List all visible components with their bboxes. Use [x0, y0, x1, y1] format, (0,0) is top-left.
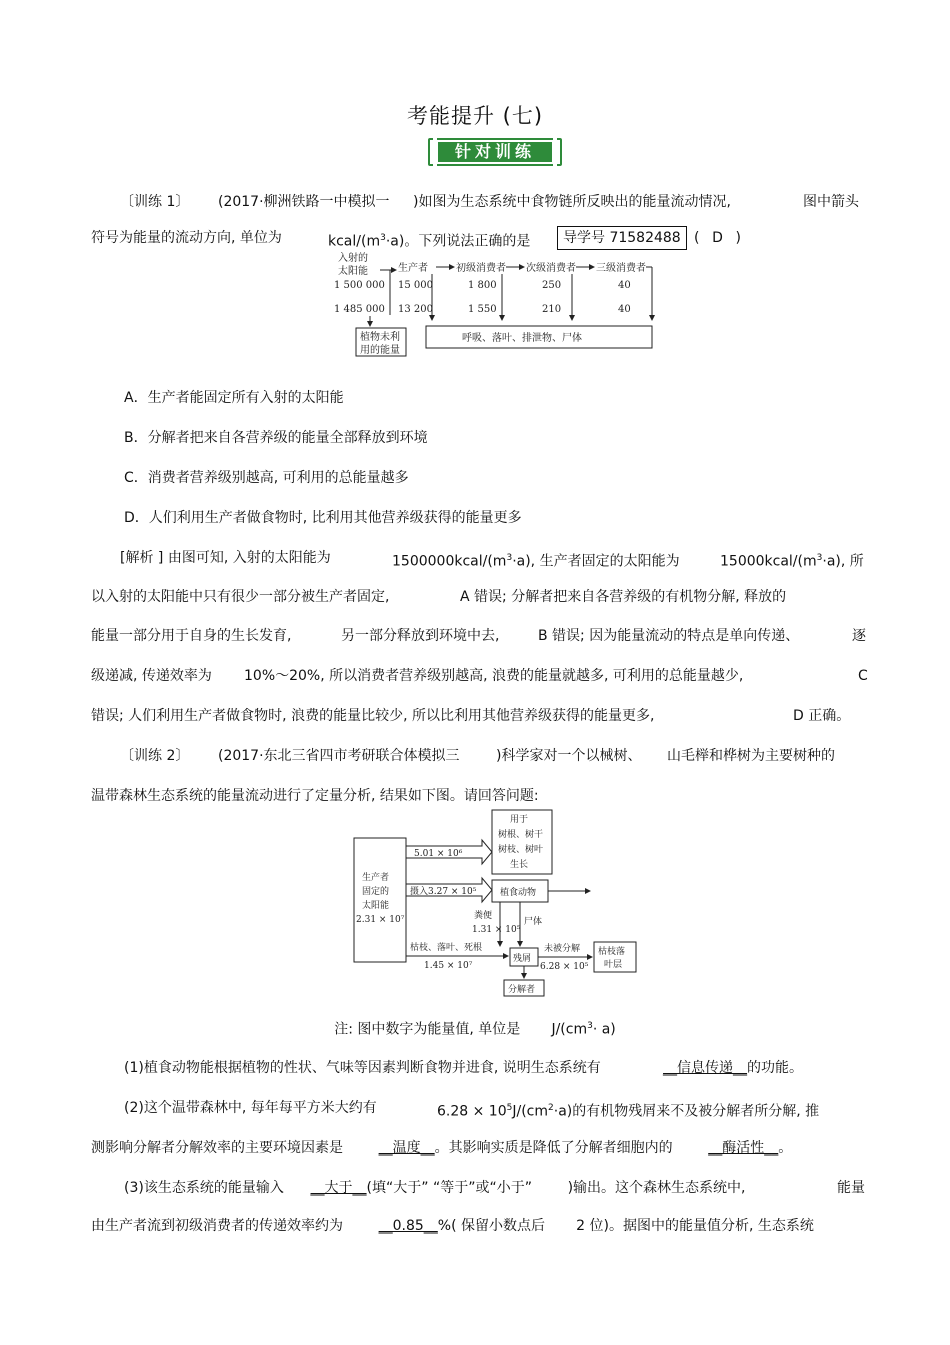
diagram-note: 注: 图中数字为能量值, 单位是 $J/(cm^3\cdot a)$ [334, 1021, 616, 1038]
level-tertiary: 三级消费者 [596, 263, 646, 274]
analysis-l4b: 10%～20%, 所以消费者营养级别越高, 浪费的能量就越多, 可利用的总能量越少, [244, 668, 744, 684]
page-title: 考能提升 (七) [406, 104, 544, 128]
option-c: C．消费者营养级别越高, 可利用的总能量越多 [124, 470, 409, 486]
analysis-l5a: 错误; 人们利用生产者做食物时, 浪费的能量比较少, 所以比利用其他营养级获得的能量更多, [91, 708, 655, 724]
blank-greater: __大于__ [310, 1180, 367, 1196]
level-producer: 生产者 [398, 263, 428, 274]
producer-label-4: 2.31 × 10⁷ [356, 915, 405, 925]
litter-label-2: 1.45 × 10⁷ [424, 961, 473, 971]
analysis-l3c: B 错误; 因为能量流动的特点是单向传递、 [538, 628, 800, 644]
q2-stem-1: )科学家对一个以械树、 [496, 748, 642, 764]
q1-answer: ( D ) [694, 230, 741, 246]
q1-source: (2017·柳洲铁路一中模拟一 [218, 194, 390, 210]
row2-tertiary: 40 [618, 304, 631, 315]
answer-1: (1)植食动物能根据植物的性状、气味等因素判断食物并进食, 说明生态系统有 __信息传递__的功能。 [124, 1060, 804, 1076]
incident-label-1: 入射的 [338, 253, 368, 264]
analysis-l5b: D 正确。 [793, 708, 851, 724]
analysis-l1b: $1500000kcal/(m^3\cdot a)$, 生产者固定的太阳能为 [392, 553, 680, 570]
answer-2c: 测影响分解者分解效率的主要环境因素是 __温度__。其影响实质是降低了分解者细胞内的 __酶活性__。 [91, 1140, 793, 1156]
answer-3b: 能量 [837, 1180, 865, 1196]
analysis-l1d: $15000kcal/(m^3\cdot a)$, 所 [720, 553, 864, 570]
section-badge [428, 138, 562, 166]
row1-secondary: 250 [542, 280, 562, 291]
row2-incident: 1 485 000 [334, 304, 385, 315]
producer-label-3: 太阳能 [362, 901, 390, 911]
intake-value: 摄入3.27 × 10⁵ [410, 887, 477, 897]
row2-secondary: 210 [542, 304, 562, 315]
level-primary: 初级消费者 [456, 263, 506, 274]
unused-label-2: 用的能量 [360, 345, 400, 356]
q2-tag: 〔训练 2〕 [120, 748, 190, 764]
analysis-l4a: 级递减, 传递效率为 [91, 668, 212, 684]
blank-temperature: __温度__ [378, 1140, 435, 1156]
analysis-l2a: 以入射的太阳能中只有很少一部分被生产者固定, [91, 589, 390, 605]
row1-tertiary: 40 [618, 280, 631, 291]
analysis-l4c: C [858, 668, 868, 684]
producer-box [354, 838, 406, 962]
growth-value: 5.01 × 10⁶ [414, 849, 463, 859]
analysis-l1a: [解析 ] 由图可知, 入射的太阳能为 [120, 550, 331, 566]
answer-3c: 由生产者流到初级消费者的传递效率约为 __0.85__%( 保留小数点后 2 位)。据图中的能量值分析, 生态系统 [91, 1218, 814, 1234]
loss-label: 呼吸、落叶、排泄物、尸体 [462, 333, 582, 344]
q1-unit: kcal/$(m^3\cdot a)$。下列说法正确的是 [328, 233, 531, 250]
answer-3a: (3)该生态系统的能量输入 __大于__(填“大于” “等于”或“小于” )输出。这个森林生态系统中, [124, 1180, 746, 1196]
growth-label-4: 生长 [510, 860, 529, 870]
answer-2b: $6.28 \times 10^5J/(cm^2\cdot a)$的有机物残屑来不及被分解者所分解, 推 [437, 1103, 820, 1120]
growth-label-3: 树枝、树叶 [498, 845, 544, 855]
q2-source: (2017·东北三省四市考研联合体模拟三 [218, 748, 460, 764]
guide-number: 导学号 71582488 [557, 226, 687, 250]
unused-label-1: 植物未利 [360, 332, 400, 343]
row2-primary: 1 550 [468, 304, 497, 315]
producer-label-1: 生产者 [362, 873, 390, 883]
feces-label-1: 粪便 [474, 911, 493, 921]
q2-stem-2: 温带森林生态系统的能量流动进行了定量分析, 结果如下图。请回答问题: [91, 788, 539, 804]
litter-layer-label-2: 叶层 [604, 960, 623, 970]
row1-primary: 1 800 [468, 280, 497, 291]
row2-producer: 13 200 [398, 304, 433, 315]
incident-label-2: 太阳能 [338, 266, 368, 277]
row1-producer: 15 000 [398, 280, 433, 291]
energy-flow-chain-diagram [330, 250, 660, 360]
q2-stem-1b: 山毛榉和桦树为主要树种的 [667, 748, 835, 764]
q1-tag: 〔训练 1〕 [120, 194, 190, 210]
undecomposed-label-1: 未被分解 [544, 944, 581, 954]
answer-2a: (2)这个温带森林中, 每年每平方米大约有 [124, 1100, 377, 1116]
forest-energy-flow-diagram [350, 808, 640, 998]
q1-stem-1b: 图中箭头 [803, 194, 859, 210]
producer-label-2: 固定的 [362, 887, 390, 897]
analysis-l3d: 逐 [852, 628, 866, 644]
option-a: A．生产者能固定所有入射的太阳能 [124, 390, 344, 406]
growth-label-2: 树根、树干 [498, 830, 544, 840]
q1-stem-2: 符号为能量的流动方向, 单位为 [91, 230, 282, 246]
analysis-l2b: A 错误; 分解者把来自各营养级的有机物分解, 释放的 [460, 589, 787, 605]
blank-info-transfer: __信息传递__ [663, 1060, 748, 1076]
feces-label-2: 1.31 × 10⁵ [472, 925, 521, 935]
blank-efficiency: __0.85__ [378, 1218, 438, 1234]
section-badge-label: 针对训练 [438, 142, 552, 162]
analysis-l3b: 另一部分释放到环境中去, [341, 628, 500, 644]
level-secondary: 次级消费者 [526, 263, 576, 274]
q1-stem-1: )如图为生态系统中食物链所反映出的能量流动情况, [413, 194, 731, 210]
row1-incident: 1 500 000 [334, 280, 385, 291]
blank-enzyme-activity: __酶活性__ [708, 1140, 779, 1156]
analysis-l3a: 能量一部分用于自身的生长发育, [91, 628, 292, 644]
herbivore-label: 植食动物 [500, 888, 537, 898]
option-b: B．分解者把来自各营养级的能量全部释放到环境 [124, 430, 428, 446]
residue-label: 残屑 [513, 954, 532, 964]
carcass-label: 尸体 [524, 917, 543, 927]
undecomposed-label-2: 6.28 × 10⁵ [540, 962, 589, 972]
litter-label-1: 枯枝、落叶、死根 [410, 943, 483, 953]
litter-layer-label-1: 枯枝落 [598, 947, 626, 957]
option-d: D．人们利用生产者做食物时, 比利用其他营养级获得的能量更多 [124, 510, 522, 526]
decomposer-label: 分解者 [508, 985, 536, 995]
growth-label-1: 用于 [510, 815, 529, 825]
